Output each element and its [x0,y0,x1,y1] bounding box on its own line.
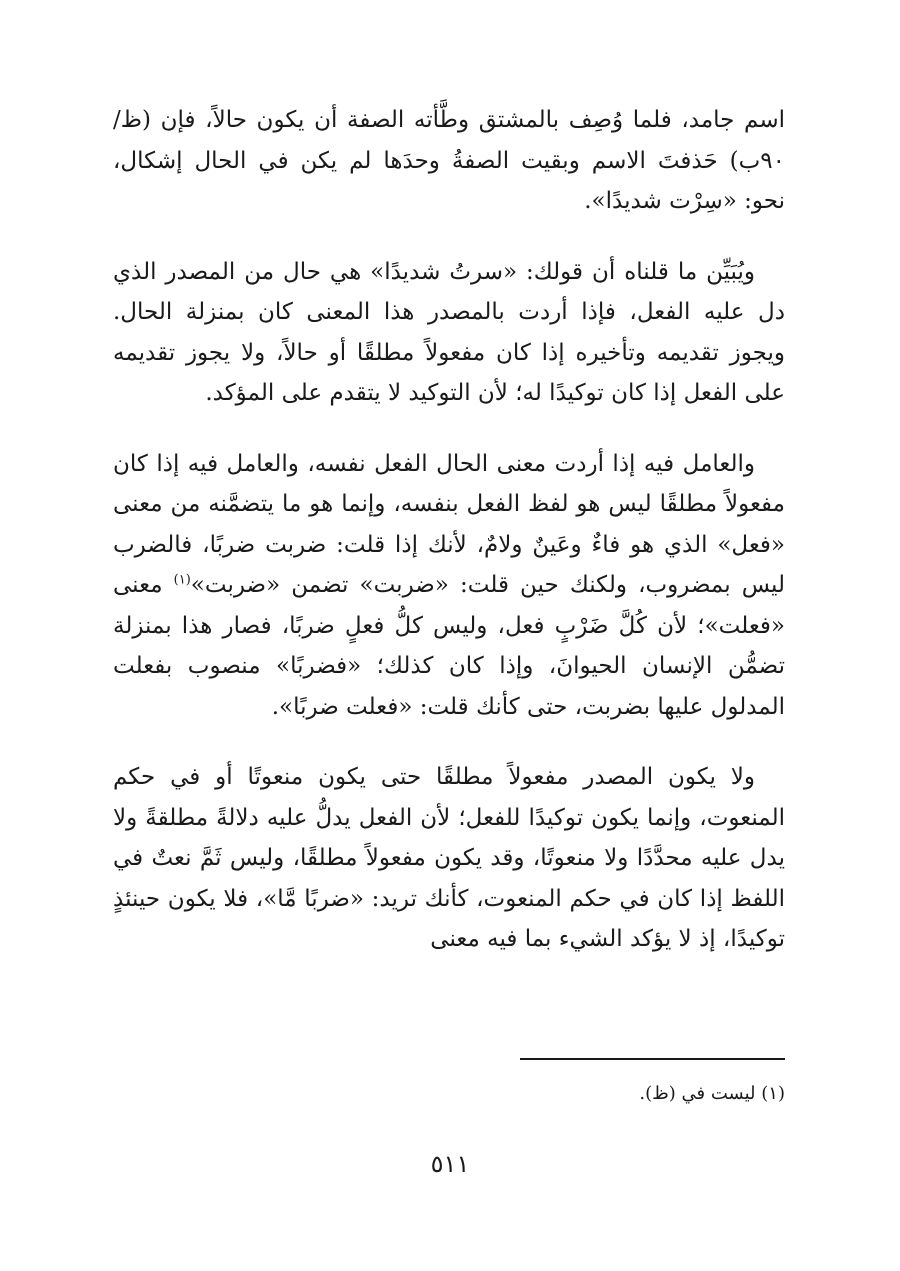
paragraph-2 [113,252,785,414]
footnote-marker: (١) [761,1083,785,1104]
page-number: ٥١١ [430,1150,470,1178]
footnote-reference: (١) [173,572,191,588]
footnote-divider [520,1058,785,1060]
paragraph-4 [113,757,785,960]
paragraph-4-text: ولا يكون المصدر مفعولاً مطلقًا حتى يكون منعوتًا أو في حكم المنعوت، وإنما يكون توكيدًا للفعل؛ لأن الفعل يدلُّ عليه دلالةً مطلقةً ولا يدل عليه محدَّدًا ولا منعوتًا، وقد يكون مفعولاً مطلقًا، وليس ثَمَّ نعتٌ في اللفظ إذا كان في حكم المنعوت، كأنك تريد: «ضربًا مَّا»، فلا يكون حينئذٍ توكيدًا، إذ لا يؤكد الشيء بما فيه معنى [113,764,785,952]
paragraph-3-text-before-note: والعامل فيه إذا أردت معنى الحال الفعل نفسه، والعامل فيه إذا كان مفعولاً مطلقًا ليس هو لفظ الفعل بنفسه، وإنما هو ما يتضمَّنه من معنى «فعل» الذي هو فاءٌ وعَينٌ ولامٌ، لأنك إذا قلت: ضربت ضربًا، فالضرب ليس بمضروب، ولكنك حين قلت: «ضربت» تضمن «ضربت» [113,450,785,598]
paragraph-1 [113,100,785,222]
paragraph-3-text-after-note: معنى «فعلت»؛ لأن كُلَّ ضَرْبٍ فعل، وليس كلُّ فعلٍ ضربًا، فصار هذا بمنزلة تضمُّن الإنسان الحيوانَ، وإذا كان كذلك؛ «فضربًا» منصوب بفعلت المدلول عليها بضربت، حتى كأنك قلت: «فعلت ضربًا». [113,572,785,720]
page-body [113,100,785,1104]
footnote [639,1080,785,1108]
paragraph-2-text: ويُبَيِّن ما قلناه أن قولك: «سرتُ شديدًا» هي حال من المصدر الذي دل عليه الفعل، فإذا أردت بالمصدر هذا المعنى كان بمنزلة الحال. ويجوز تقديمه وتأخيره إذا كان مفعولاً مطلقًا أو حالاً، ولا يجوز تقديمه على الفعل إذا كان توكيدًا له؛ لأن التوكيد لا يتقدم على المؤكد. [113,258,785,406]
paragraph-1-text: اسم جامد، فلما وُصِف بالمشتق وطَّأته الصفة أن يكون حالاً، فإن (ظ/٩٠ب) حَذفتَ الاسم وبقيت الصفةُ وحدَها لم يكن في الحال إشكال، نحو: «سِرْت شديدًا». [113,107,785,214]
footnote-text: ليست في (ظ). [639,1083,756,1104]
paragraph-3 [113,444,785,728]
